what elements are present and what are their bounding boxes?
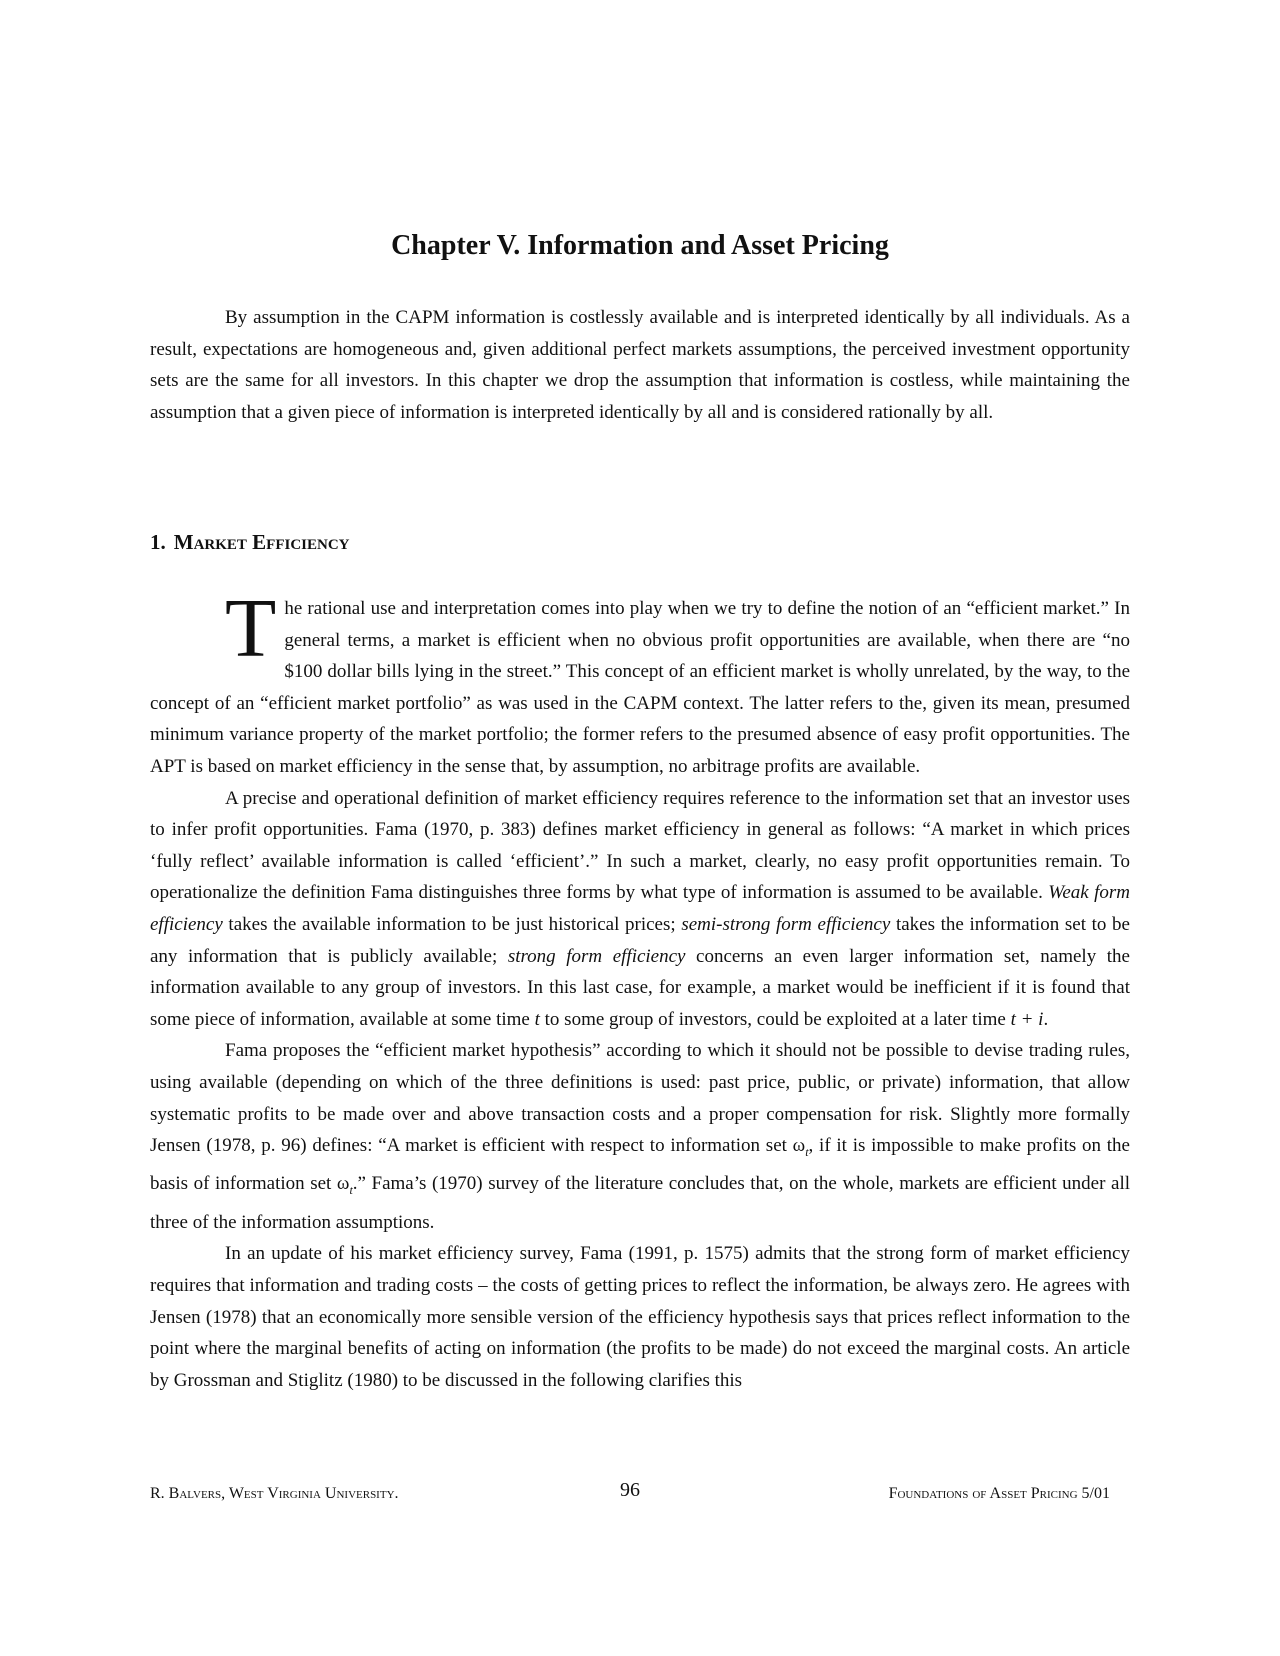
- term-strong-form: strong form efficiency: [507, 945, 686, 967]
- section-title: Market Efficiency: [173, 530, 350, 554]
- paragraph-3-text-b: , if it is impossible to make profits on the basis of information set: [150, 1135, 1130, 1195]
- footer-book-title: Foundations of Asset Pricing 5/01: [888, 1485, 1110, 1502]
- paragraph-3-text-c: .” Fama’s (1970) survey of the literature concludes that, on the whole, markets are efficient under all three of the information assumptions.: [150, 1173, 1130, 1233]
- chapter-title: Chapter V. Information and Asset Pricing: [391, 230, 889, 261]
- paragraph-3: [150, 1035, 1130, 1238]
- term-semi-strong-form: semi-strong form efficiency: [681, 913, 891, 935]
- paragraph-2-text-b: takes the available information to be just historical prices;: [222, 913, 682, 935]
- omega-subscript: t: [349, 1183, 353, 1198]
- paragraph-2-text-a: A precise and operational definition of market efficiency requires reference to the information set that an investor uses to infer profit opportunities. Fama (1970, p. 383) defines market efficiency in general as follows: “A market in which prices ‘fully reflect’ available information is called ‘efficient’.” In such a market, clearly, no easy profit opportunities remain. To operationalize the definition Fama distinguishes three forms by what type of information is assumed to be available.: [150, 787, 1130, 904]
- paragraph-2-text-d: concerns an even larger information set, namely the information available to any group of investors. In this last case, for example, a market would be inefficient if it is found that some piece of information, available at some time: [150, 945, 1130, 1030]
- term-weak-form: Weak form efficiency: [150, 882, 1131, 935]
- paragraph-2: [150, 783, 1130, 1036]
- section-body: [150, 582, 1131, 1396]
- omega-subscript: t: [805, 1144, 809, 1159]
- drop-cap: T: [225, 582, 277, 675]
- paragraph-3-text-a: Fama proposes the “efficient market hypothesis” according to which it should not be possible to devise trading rules, using available (depending on which of the three definitions is used: past price, public, or private) information, that allow systematic profits to be made over and above transaction costs and a proper compensation for risk. Slightly more formally Jensen (1978, p. 96) defines: “A market is efficient with respect to information set: [150, 1040, 1130, 1157]
- intro-paragraph-block: [150, 302, 1130, 428]
- omega-symbol: ω: [336, 1173, 350, 1195]
- footer-author: R. Balvers, West Virginia University.: [150, 1485, 399, 1502]
- paragraph-2-text-c: takes the information set to be any information that is publicly available;: [150, 913, 1130, 967]
- page-number: 96: [620, 1479, 640, 1501]
- intro-paragraph: By assumption in the CAPM information is costlessly available and is interpreted identically by all individuals. As a result, expectations are homogeneous and, given additional perfect markets assumptions, the perceived investment opportunity sets are the same for all investors. In this chapter we drop the assumption that information is costless, while maintaining the assumption that a given piece of information is interpreted identically by all and is considered rationally by all.: [150, 307, 1130, 423]
- paragraph-2-text-f: .: [1043, 1008, 1049, 1030]
- section-number: 1.: [150, 530, 166, 554]
- variable-t: t: [534, 1008, 540, 1030]
- paragraph-2-text-e: to some group of investors, could be exploited at a later time: [539, 1008, 1011, 1030]
- paragraph-1: [150, 582, 1130, 783]
- omega-symbol: ω: [792, 1135, 806, 1157]
- section-heading: [150, 530, 350, 555]
- variable-t-plus-i: t + i: [1010, 1008, 1044, 1030]
- paragraph-4: In an update of his market efficiency survey, Fama (1991, p. 1575) admits that the strong form of market efficiency requires that information and trading costs – the costs of getting prices to reflect the information, be always zero. He agrees with Jensen (1978) that an economically more sensible version of the efficiency hypothesis says that prices reflect information to the point where the marginal benefits of acting on information (the profits to be made) do not exceed the marginal costs. An article by Grossman and Stiglitz (1980) to be discussed in the following clarifies this: [150, 1243, 1130, 1391]
- paragraph-1-text: he rational use and interpretation comes into play when we try to define the notion of an “efficient market.” In general terms, a market is efficient when no obvious profit opportunities are available, when there are “no $100 dollar bills lying in the street.” This concept of an efficient market is wholly unrelated, by the way, to the concept of an “efficient market portfolio” as was used in the CAPM context. The latter refers to the, given its mean, presumed minimum variance property of the market portfolio; the former refers to the presumed absence of easy profit opportunities. The APT is based on market efficiency in the sense that, by assumption, no arbitrage profits are available.: [150, 598, 1130, 777]
